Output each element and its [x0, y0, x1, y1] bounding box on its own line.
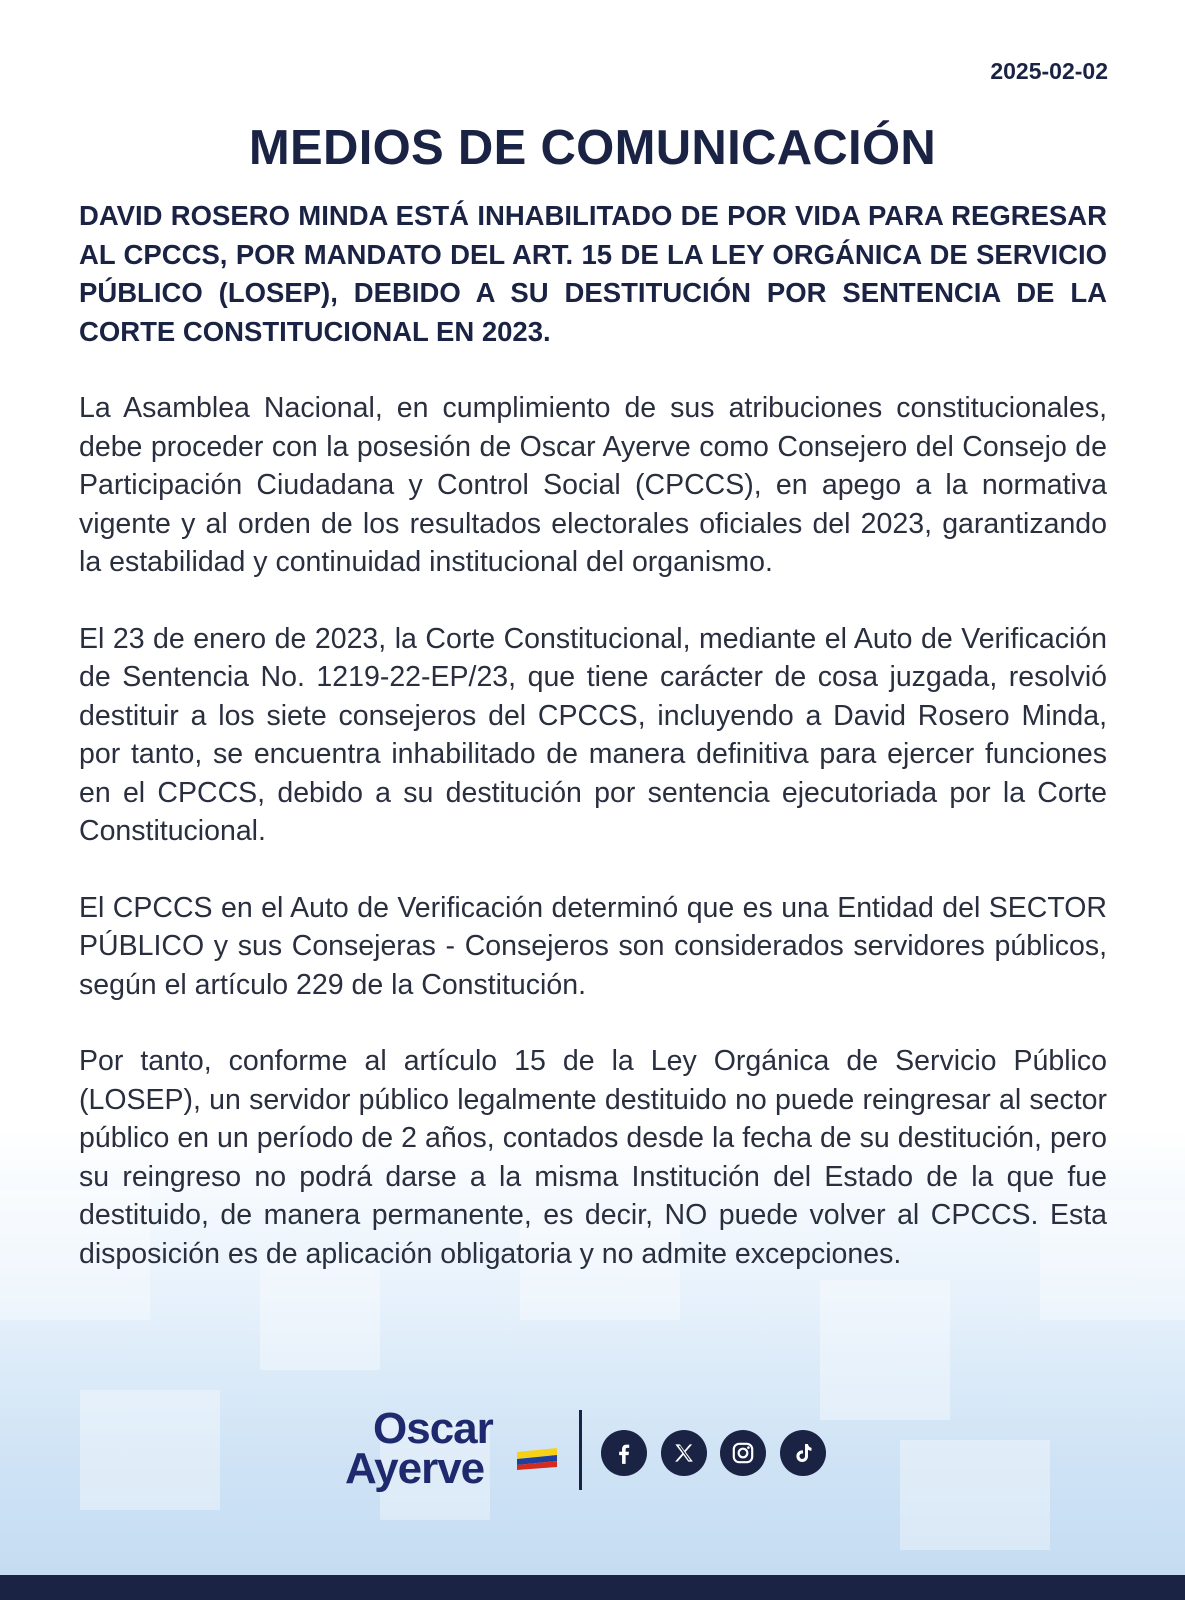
bottom-bar: [0, 1575, 1185, 1600]
paragraph-4: Por tanto, conforme al artículo 15 de la Ley Orgánica de Servicio Público (LOSEP), un servidor público legalmente destituido no puede reingresar al sector público en un período de 2 años, contados desde la fecha de su destitución, pero su reingreso no podrá darse a la misma Institución del Estado de la que fue destituido, de manera permanente, es decir, NO puede volver al CPCCS. Esta disposición es de aplicación obligatoria y no admite excepciones.: [79, 1045, 1107, 1270]
tiktok-icon[interactable]: [780, 1430, 826, 1476]
document-body: [79, 197, 1107, 1273]
headline: DAVID ROSERO MINDA ESTÁ INHABILITADO DE POR VIDA PARA REGRESAR AL CPCCS, POR MANDATO DEL ART. 15 DE LA LEY ORGÁNICA DE SERVICIO PÚBLICO (LOSEP), DEBIDO A SU DESTITUCIÓN POR SENTENCIA DE LA CORTE CONSTITUCIONAL EN 2023.: [79, 200, 1107, 347]
paragraph-2: El 23 de enero de 2023, la Corte Constitucional, mediante el Auto de Verificación de Sentencia No. 1219-22-EP/23, que tiene carácter de cosa juzgada, resolvió destituir a los siete consejeros del CPCCS, incluyendo a David Rosero Minda, por tanto, se encuentra inhabilitado de manera definitiva para ejercer funciones en el CPCCS, debido a su destitución por sentencia ejecutoriada por la Corte Constitucional.: [79, 622, 1107, 847]
footer-divider: [579, 1410, 582, 1490]
facebook-icon[interactable]: [601, 1430, 647, 1476]
page-title: MEDIOS DE COMUNICACIÓN: [248, 121, 937, 175]
logo-line-1: Oscar: [373, 1404, 493, 1453]
logo-line-2: Ayerve: [345, 1444, 485, 1493]
x-icon[interactable]: [661, 1430, 707, 1476]
instagram-icon[interactable]: [720, 1430, 766, 1476]
paragraph-3: El CPCCS en el Auto de Verificación determinó que es una Entidad del SECTOR PÚBLICO y sus Consejeras - Consejeros son considerados servidores públicos, según el artículo 229 de la Constitución.: [79, 891, 1107, 1001]
paragraph-1: La Asamblea Nacional, en cumplimiento de sus atribuciones constitucionales, debe proceder con la posesión de Oscar Ayerve como Consejero del Consejo de Participación Ciudadana y Control Social (CPCCS), en apego a la normativa vigente y al orden de los resultados electorales oficiales del 2023, garantizando la estabilidad y continuidad institucional del organismo.: [79, 392, 1107, 578]
date: 2025-02-02: [990, 58, 1108, 84]
footer: [345, 1402, 865, 1512]
oscar-ayerve-logo: [345, 1402, 565, 1502]
flag-stripes-icon: [517, 1448, 557, 1470]
